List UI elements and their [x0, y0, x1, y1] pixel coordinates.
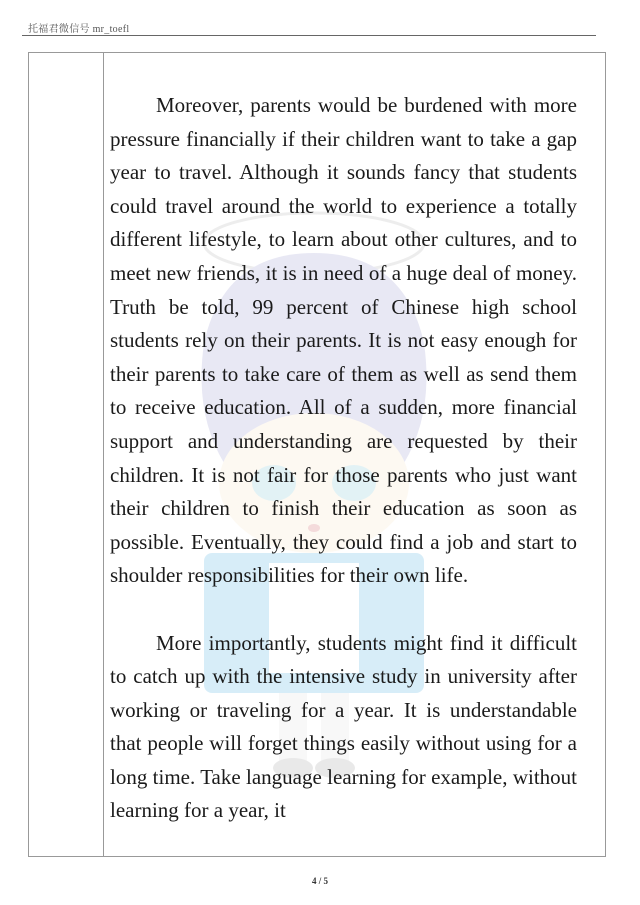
table-left-cell: [29, 53, 104, 856]
essay-table: [28, 52, 606, 857]
header-wechat-id: 托福君微信号 mr_toefl: [28, 24, 130, 35]
page-number: 4 / 5: [311, 876, 328, 886]
essay-body: [110, 89, 577, 828]
essay-paragraph: Moreover, parents would be burdened with more pressure financially if their children want to take a gap year to travel. Although it sounds fancy that students could travel around the world to experience a totally different lifestyle, to learn about other cultures, and to meet new friends, it is in need of a huge deal of money. Truth be told, 99 percent of Chinese high school students rely on their parents. It is not easy enough for their parents to take care of them as well as send them to receive education. All of a sudden, more financial support and understanding are requested by their children. It is not fair for those parents who just want their children to finish their education as soon as possible. Eventually, they could find a job and start to shoulder responsibilities for their own life.: [110, 93, 577, 588]
essay-paragraph: More importantly, students might find it difficult to catch up with the intensive study in university after working or traveling for a year. It is understandable that people will forget things easily without using for a long time. Take language learning for example, without learning for a year, it: [110, 630, 577, 823]
table-right-cell: [104, 53, 605, 856]
header-rule: [22, 35, 596, 36]
